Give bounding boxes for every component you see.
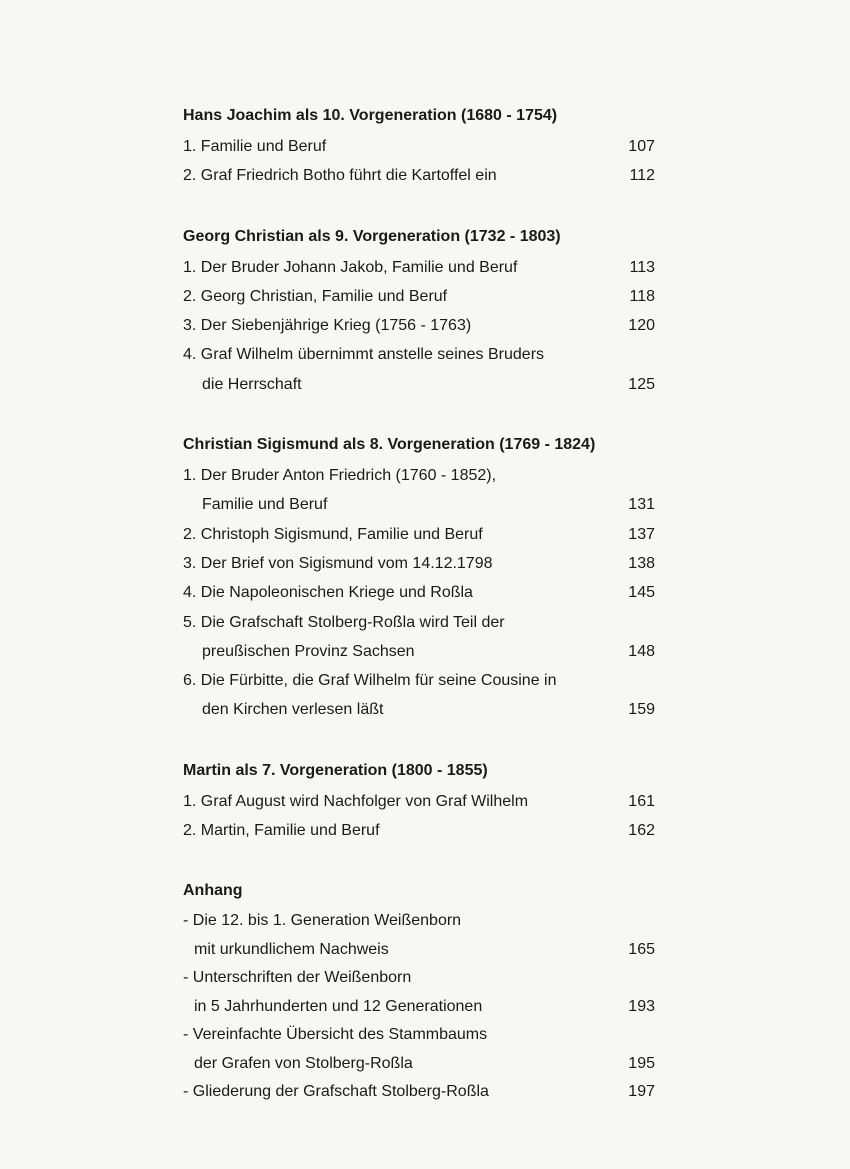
toc-entry: [183, 964, 663, 993]
entry-text: 6. Die Fürbitte, die Graf Wilhelm für seine Cousine in: [183, 672, 557, 690]
section-title: Christian Sigismund als 8. Vorgeneration (1769 - 1824): [183, 436, 596, 454]
page-number: [615, 666, 663, 695]
entry-text: 1. Graf August wird Nachfolger von Graf Wilhelm: [183, 792, 529, 810]
toc-entry: [183, 253, 663, 282]
section-christian-sigismund: [183, 429, 663, 725]
entry-text: 3. Der Siebenjährige Krieg (1756 - 1763): [183, 317, 472, 335]
toc-entry: [183, 1078, 663, 1107]
entry-text: Familie und Beruf: [202, 496, 328, 514]
toc-entry: [183, 461, 663, 490]
page-number: 161: [628, 792, 655, 810]
toc-entry: [183, 907, 663, 936]
toc-entry-continuation: [183, 637, 663, 666]
entry-text: - Gliederung der Grafschaft Stolberg-Roßla: [183, 1083, 489, 1101]
section-hans-joachim: [183, 100, 663, 191]
toc-entry: [183, 282, 663, 311]
entry-text: - Unterschriften der Weißenborn: [183, 969, 412, 987]
toc-entry: [183, 608, 663, 637]
page-number: 162: [628, 822, 655, 840]
page-number: 137: [628, 525, 655, 543]
entry-text: 2. Christoph Sigismund, Familie und Beruf: [183, 525, 483, 543]
entry-text: 1. Der Bruder Johann Jakob, Familie und Beruf: [183, 258, 518, 276]
toc-entry: [183, 578, 663, 607]
toc-entry: [183, 816, 663, 845]
entry-text: 2. Martin, Familie und Beruf: [183, 822, 380, 840]
toc-entry: [183, 520, 663, 549]
entry-text: 5. Die Grafschaft Stolberg-Roßla wird Teil der: [183, 613, 505, 631]
page-number: 112: [629, 167, 655, 185]
entry-text: die Herrschaft: [202, 375, 302, 393]
toc-entry: [183, 311, 663, 340]
section-title: Martin als 7. Vorgeneration (1800 - 1855): [183, 761, 488, 779]
entry-text: 2. Georg Christian, Familie und Beruf: [183, 287, 448, 305]
section-martin: [183, 755, 663, 846]
toc-entry: [183, 340, 663, 369]
section-title: Anhang: [183, 882, 243, 900]
toc-entry: [183, 666, 663, 695]
page-number: 195: [628, 1054, 655, 1072]
page-number: 165: [628, 940, 655, 958]
page-number: 107: [628, 138, 655, 155]
page-number: 148: [628, 642, 655, 660]
entry-text: mit urkundlichem Nachweis: [194, 940, 389, 958]
page-number: 113: [629, 258, 655, 276]
page-number: 120: [628, 317, 655, 335]
entry-text: 4. Die Napoleonischen Kriege und Roßla: [183, 584, 473, 602]
entry-text: 1. Der Bruder Anton Friedrich (1760 - 1852),: [183, 467, 497, 485]
entry-text: in 5 Jahrhunderten und 12 Generationen: [194, 997, 483, 1015]
toc-entry: [183, 787, 663, 816]
toc-entry-continuation: [183, 993, 663, 1022]
page-number: 125: [628, 375, 655, 393]
toc-entry-continuation: [183, 936, 663, 965]
entry-text: den Kirchen verlesen läßt: [202, 701, 384, 719]
section-title: Hans Joachim als 10. Vorgeneration (1680 - 1754): [183, 107, 558, 124]
section-title: Georg Christian als 9. Vorgeneration (1732 - 1803): [183, 227, 561, 245]
toc-entry-continuation: [183, 1050, 663, 1079]
entry-text: preußischen Provinz Sachsen: [202, 642, 415, 660]
page-number: [615, 340, 663, 369]
entry-text: - Die 12. bis 1. Generation Weißenborn: [183, 912, 462, 930]
page-number: 118: [629, 287, 655, 305]
page-number: 145: [628, 584, 655, 602]
toc-entry: [183, 1021, 663, 1050]
page-number: [615, 461, 663, 490]
entry-text: 1. Familie und Beruf: [183, 138, 327, 155]
entry-text: 2. Graf Friedrich Botho führt die Kartoffel ein: [183, 167, 497, 185]
toc-entry: [183, 161, 663, 190]
toc-entry-continuation: [183, 695, 663, 724]
page-number: 159: [628, 701, 655, 719]
toc-entry: [183, 549, 663, 578]
page-number: [615, 964, 663, 993]
toc-entry-continuation: [183, 370, 663, 399]
toc-entry: [183, 132, 663, 161]
page-number: 131: [628, 496, 655, 514]
section-georg-christian: [183, 221, 663, 399]
table-of-contents: [183, 100, 663, 1137]
page-number: 193: [628, 997, 655, 1015]
entry-text: 3. Der Brief von Sigismund vom 14.12.1798: [183, 554, 493, 572]
entry-text: - Vereinfachte Übersicht des Stammbaums: [183, 1026, 488, 1044]
entry-text: 4. Graf Wilhelm übernimmt anstelle seines Bruders: [183, 346, 545, 364]
toc-entry-continuation: [183, 490, 663, 519]
page-number: [615, 1021, 663, 1050]
page-number: [615, 608, 663, 637]
page-number: [615, 907, 663, 936]
section-anhang: [183, 875, 663, 1107]
entry-text: der Grafen von Stolberg-Roßla: [194, 1054, 413, 1072]
page-number: 197: [628, 1083, 655, 1101]
page-number: 138: [628, 554, 655, 572]
